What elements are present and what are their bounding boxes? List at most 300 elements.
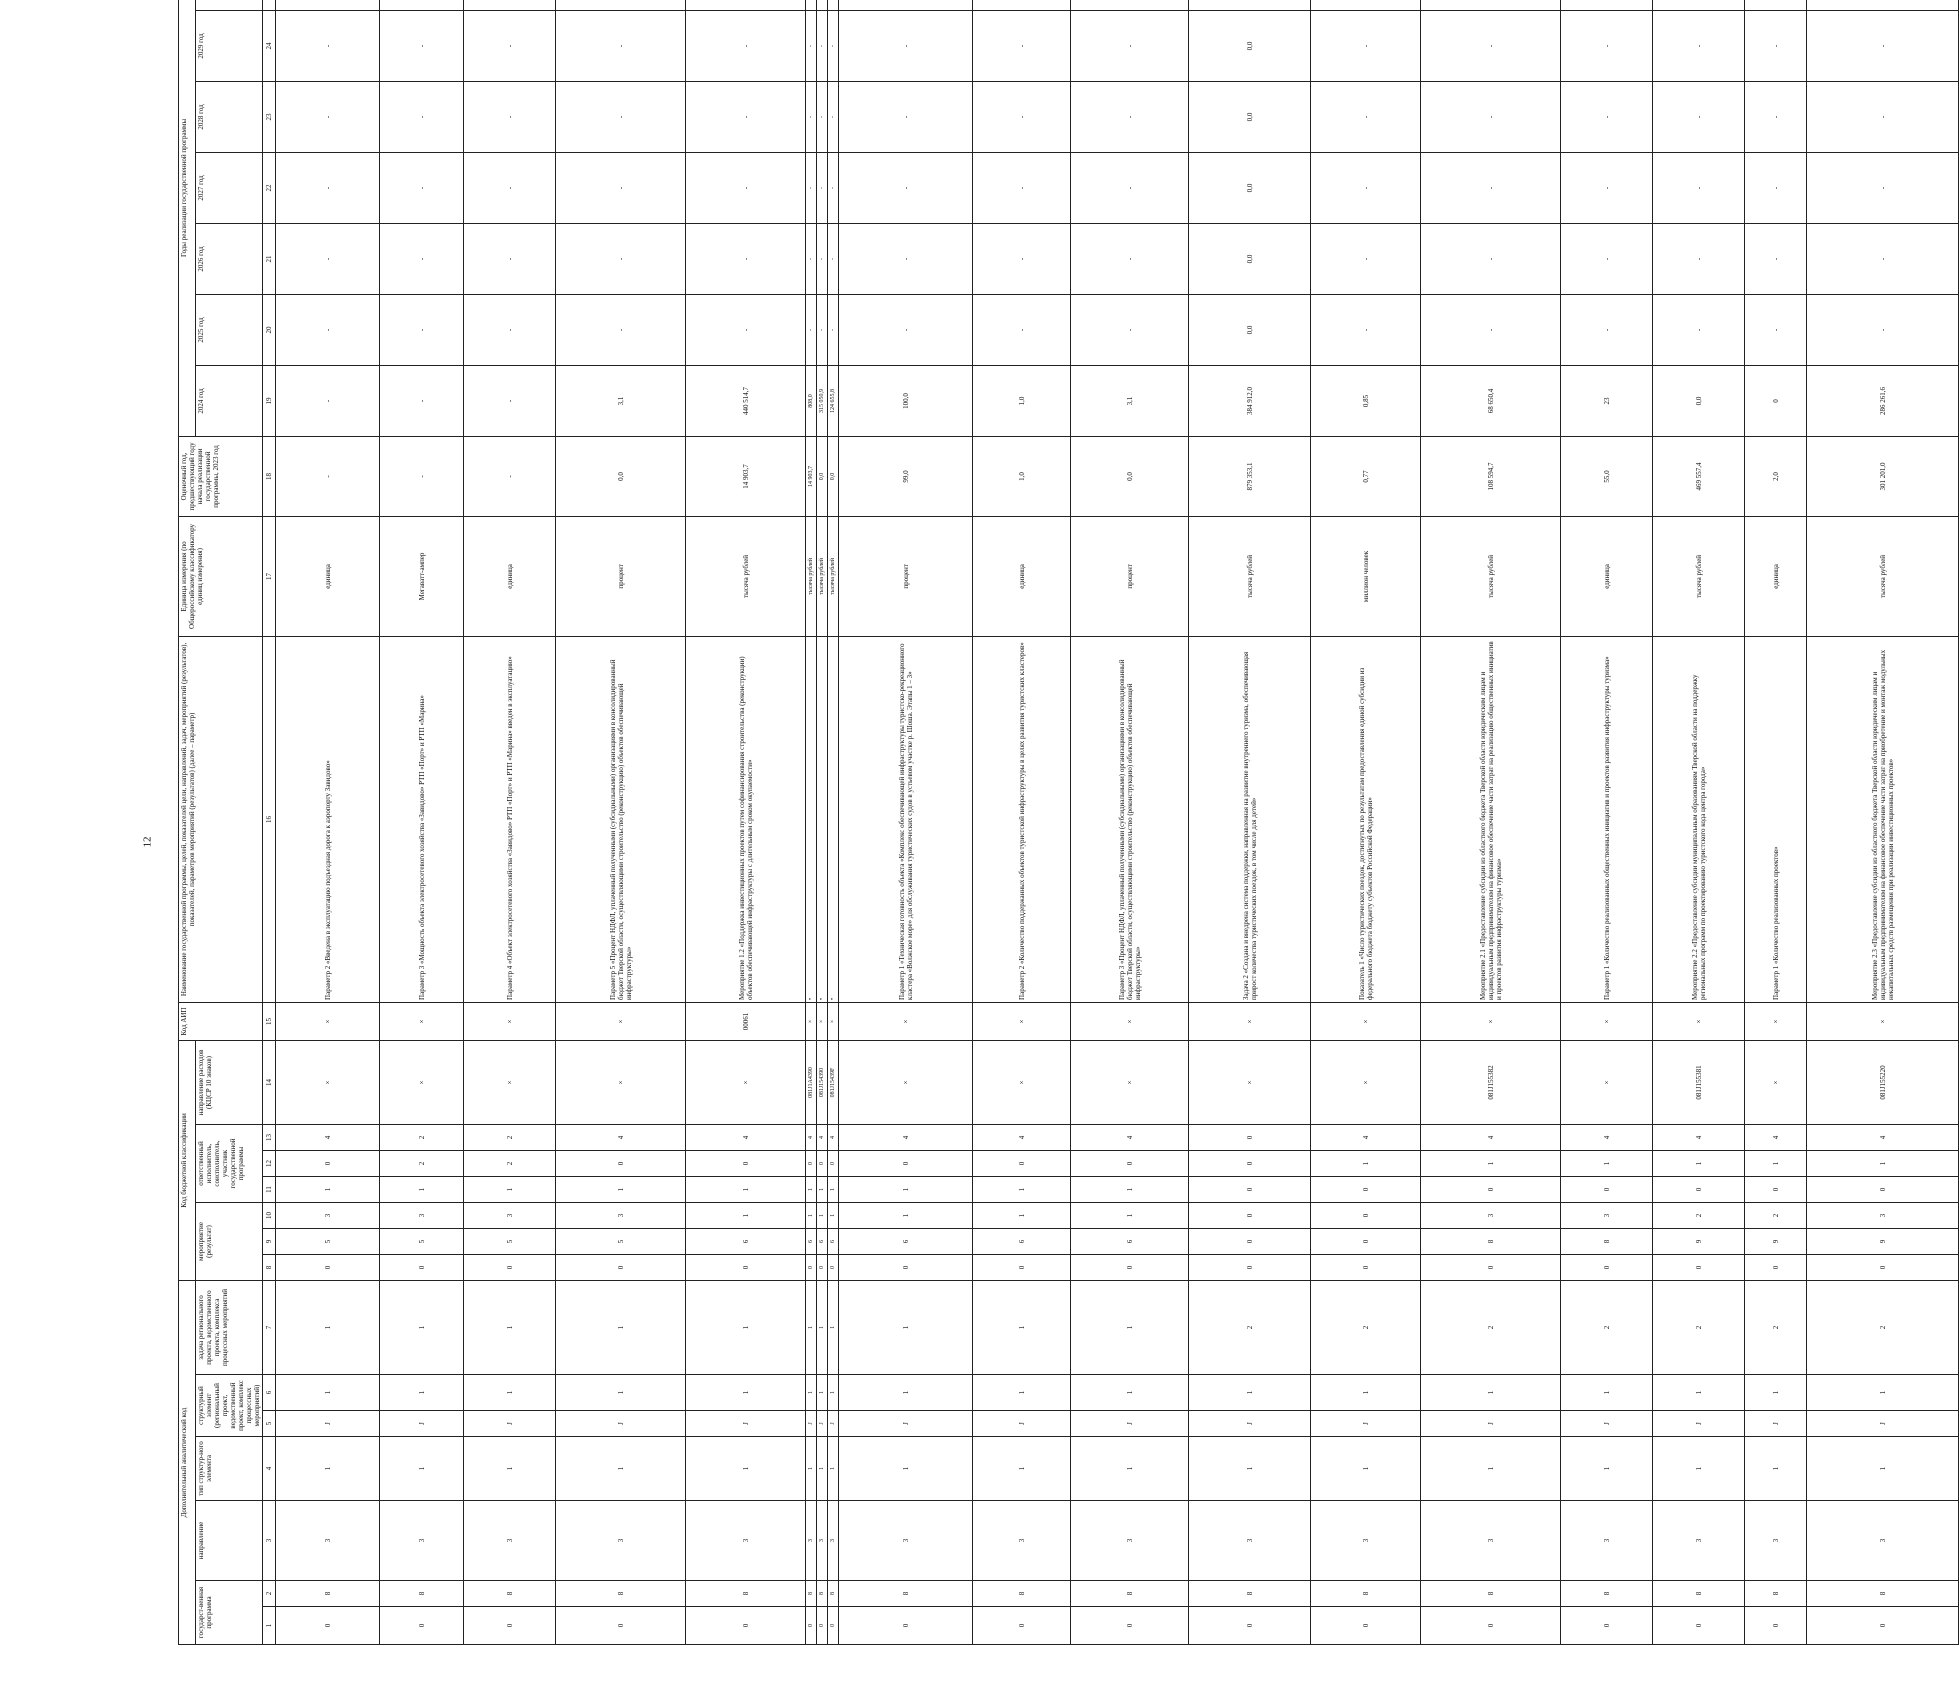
aip-cell: × <box>828 1002 839 1040</box>
unit-cell: тысяча рублей <box>1421 516 1561 636</box>
kcsr-cell: 081J155382 <box>1421 1040 1561 1124</box>
year-value-cell: - <box>973 81 1071 152</box>
col-num: 10 <box>263 1203 276 1229</box>
name-cell: Параметр 1 «Количество реализованных общественных инициатив и проектов развития инфраструктуры туризма» <box>1561 636 1653 1002</box>
col-num: 23 <box>263 81 276 152</box>
name-cell: Параметр 2 «Введена в эксплуатацию подъездная дорога к аэропорту Завидово» <box>276 636 380 1002</box>
code-cell: 1 <box>1071 1437 1189 1501</box>
table-row <box>1421 0 1561 1645</box>
col-num: 17 <box>263 516 276 636</box>
name-cell: Параметр 4 «Объект электросетевого хозяйства «Завидово» РТП «Порт» и РТП «Марина» введен в эксплуатацию» <box>464 636 556 1002</box>
name-cell: Параметр 3 «Мощность объекта электросетевого хозяйства «Завидово» РТП «Порт» и РТП «Марина» <box>380 636 464 1002</box>
year-value-cell: - <box>464 294 556 365</box>
year-value-cell: 384 912,0 <box>1189 365 1311 436</box>
code-cell: 8 <box>1561 1229 1653 1255</box>
code-cell: 1 <box>1745 1437 1807 1501</box>
year-value-cell: - <box>1561 294 1653 365</box>
kcsr-cell: × <box>839 1040 973 1124</box>
col-num: 3 <box>263 1501 276 1581</box>
code-cell: 1 <box>806 1203 817 1229</box>
code-cell: 1 <box>806 1281 817 1375</box>
code-cell: 4 <box>839 1125 973 1151</box>
code-cell: J <box>1311 1411 1421 1437</box>
code-cell: 0 <box>1745 1255 1807 1281</box>
code-cell: 3 <box>1421 1501 1561 1581</box>
year-value-cell: - <box>380 152 464 223</box>
code-cell: 1 <box>973 1437 1071 1501</box>
header-year-2024: 2024 год <box>196 365 263 436</box>
year-value-cell: - <box>806 81 817 152</box>
table-row <box>686 0 806 1645</box>
name-cell: Параметр 1 «Техническая готовность объекта «Комплекс обеспечивающей инфраструктуры туристско-рекреационного кластера «Волжское море» для обслуживания туристических судов в устьевом участке р. Шоша. Этапы 1 – 3» <box>839 636 973 1002</box>
unit-cell: тысяча рублей <box>686 516 806 636</box>
code-cell: 1 <box>686 1203 806 1229</box>
code-cell: 1 <box>828 1203 839 1229</box>
year-value-cell: - <box>1071 294 1189 365</box>
code-cell: 1 <box>817 1177 828 1203</box>
code-cell: 0 <box>1311 1607 1421 1645</box>
table-row <box>1807 0 1959 1645</box>
kcsr-cell: × <box>380 1040 464 1124</box>
code-cell: 0 <box>1189 1125 1311 1151</box>
code-cell: 0 <box>1311 1229 1421 1255</box>
table-row <box>276 0 380 1645</box>
code-cell: 1 <box>380 1281 464 1375</box>
year-value-cell: 124 655,8 <box>828 365 839 436</box>
code-cell: 8 <box>1189 1581 1311 1607</box>
code-cell: 0 <box>380 1255 464 1281</box>
value-2023-cell: 14 903,7 <box>806 436 817 516</box>
year-value-cell: - <box>817 10 828 81</box>
name-cell: Мероприятие 1.2 «Поддержка инвестиционных проектов путем софинансирования строительства (реконструкции) объектов обеспечивающей инфраструктуры с длительным сроком окупаемости» <box>686 636 806 1002</box>
name-cell: Мероприятие 2.3 «Предоставление субсидии из областного бюджета Тверской области юридическим лицам и индивидуальным предпринимателям на финансовое обеспечение части затрат на приобретение и монтаж модульных некапитальных средств размещения при реализации инвестиционных проектов» <box>1807 636 1959 1002</box>
year-value-cell: - <box>686 81 806 152</box>
code-cell: 0 <box>686 1255 806 1281</box>
year-value-cell: - <box>828 10 839 81</box>
code-cell: 1 <box>828 1437 839 1501</box>
code-cell: 1 <box>973 1177 1071 1203</box>
code-cell: 0 <box>1807 1255 1959 1281</box>
code-cell: 0 <box>973 1607 1071 1645</box>
year-value-cell: - <box>1653 294 1745 365</box>
code-cell: 0 <box>276 1607 380 1645</box>
header-executor: ответственный исполнитель, соисполнитель, участник государственной программы <box>196 1125 263 1203</box>
code-cell: 0 <box>828 1607 839 1645</box>
year-value-cell: 1,0 <box>973 365 1071 436</box>
code-cell: 3 <box>276 1203 380 1229</box>
value-2023-cell: 0,0 <box>828 436 839 516</box>
kcsr-cell: × <box>276 1040 380 1124</box>
kcsr-cell: × <box>973 1040 1071 1124</box>
header-gp: государст-венная программа <box>196 1581 263 1645</box>
aip-cell: × <box>839 1002 973 1040</box>
code-cell: 1 <box>1653 1375 1745 1411</box>
code-cell: 5 <box>276 1229 380 1255</box>
year-value-cell: - <box>276 10 380 81</box>
code-cell: 2 <box>1807 1281 1959 1375</box>
code-cell: 0 <box>828 1151 839 1177</box>
year-value-cell: - <box>1807 10 1959 81</box>
year-value-cell: 100,0 <box>839 365 973 436</box>
code-cell: 5 <box>464 1229 556 1255</box>
code-cell: J <box>1071 1411 1189 1437</box>
code-cell: 0 <box>1807 1607 1959 1645</box>
year-value-cell: - <box>817 81 828 152</box>
code-cell: 4 <box>817 1125 828 1151</box>
year-value-cell: - <box>1561 223 1653 294</box>
year-value-cell: - <box>464 152 556 223</box>
code-cell: J <box>1653 1411 1745 1437</box>
value-2023-cell: 0,77 <box>1311 436 1421 516</box>
code-cell: 1 <box>1653 1437 1745 1501</box>
code-cell: 3 <box>973 1501 1071 1581</box>
unit-cell: тысяча рублей <box>1653 516 1745 636</box>
code-cell: 0 <box>276 1255 380 1281</box>
kcsr-cell: × <box>1561 1040 1653 1124</box>
year-value-cell: - <box>817 152 828 223</box>
code-cell: 0 <box>1653 1255 1745 1281</box>
code-cell: 1 <box>556 1177 686 1203</box>
code-cell: 5 <box>556 1229 686 1255</box>
code-cell: 0 <box>276 1151 380 1177</box>
code-cell: 8 <box>1421 1229 1561 1255</box>
code-cell: 0 <box>686 1607 806 1645</box>
code-cell: 1 <box>1189 1437 1311 1501</box>
code-cell: 1 <box>806 1177 817 1203</box>
code-cell: 1 <box>973 1281 1071 1375</box>
code-cell: 8 <box>686 1581 806 1607</box>
unit-cell: единица <box>973 516 1071 636</box>
header-year-2029: 2029 год <box>196 10 263 81</box>
code-cell: 0 <box>1311 1255 1421 1281</box>
table-row <box>1653 0 1745 1645</box>
code-cell: 8 <box>464 1581 556 1607</box>
code-cell: 4 <box>973 1125 1071 1151</box>
code-cell: 0 <box>817 1151 828 1177</box>
year-value-cell: - <box>839 152 973 223</box>
code-cell: 8 <box>276 1581 380 1607</box>
code-cell: 3 <box>1311 1501 1421 1581</box>
name-cell: • <box>828 636 839 1002</box>
year-value-cell: - <box>828 81 839 152</box>
year-value-cell: - <box>1421 223 1561 294</box>
col-num: 15 <box>263 1002 276 1040</box>
year-value-cell <box>1745 0 1807 10</box>
header-estimated-year: Оценочный год, предшествующий году начала реализации государственной программы, 2023 год <box>179 436 263 516</box>
year-value-cell: - <box>1561 152 1653 223</box>
year-value-cell: 0 <box>1745 365 1807 436</box>
year-value-cell: 0,0 <box>1189 223 1311 294</box>
kcsr-cell: × <box>556 1040 686 1124</box>
code-cell: 1 <box>839 1437 973 1501</box>
year-value-cell: 23 <box>1561 365 1653 436</box>
rotated-table-container <box>178 33 1895 1645</box>
year-value-cell: - <box>806 10 817 81</box>
col-num: 14 <box>263 1040 276 1124</box>
year-value-cell <box>464 0 556 10</box>
year-value-cell: - <box>1745 152 1807 223</box>
header-kbk: Код бюджетной классификации <box>179 1040 196 1280</box>
code-cell: 0 <box>1311 1203 1421 1229</box>
code-cell: 3 <box>1421 1203 1561 1229</box>
year-value-cell <box>806 0 817 10</box>
year-value-cell <box>380 0 464 10</box>
code-cell: 3 <box>464 1501 556 1581</box>
code-cell: 2 <box>1653 1203 1745 1229</box>
header-dop-code: Дополнительный аналитический код <box>179 1281 196 1645</box>
code-cell: 3 <box>556 1203 686 1229</box>
unit-cell: тысяча рублей <box>1807 516 1959 636</box>
col-num: 6 <box>263 1375 276 1411</box>
year-value-cell: - <box>839 294 973 365</box>
code-cell: 1 <box>1807 1437 1959 1501</box>
name-cell: Показатель 1 «Число туристических поездок, достигнутых по результатам предоставления единой субсидии из федерального бюджета бюджету субъектов Российской Федерации» <box>1311 636 1421 1002</box>
code-cell: 1 <box>1807 1375 1959 1411</box>
header-name: Наименование государственной программы, целей, показателей цели, направлений, задач, мероприятий (результатов), показателей, параметров мероприятий (результатов) (далее – параметр) <box>179 636 263 1002</box>
code-cell: J <box>686 1411 806 1437</box>
code-cell: 3 <box>1807 1501 1959 1581</box>
code-cell: 1 <box>686 1375 806 1411</box>
code-cell: 0 <box>1653 1177 1745 1203</box>
code-cell: J <box>1189 1411 1311 1437</box>
year-value-cell: - <box>380 365 464 436</box>
year-value-cell <box>1561 0 1653 10</box>
code-cell: 0 <box>1421 1255 1561 1281</box>
code-cell: 1 <box>1561 1437 1653 1501</box>
code-cell: 2 <box>464 1125 556 1151</box>
year-value-cell: - <box>1311 223 1421 294</box>
aip-cell: × <box>1561 1002 1653 1040</box>
code-cell: J <box>464 1411 556 1437</box>
unit-cell: Мегаватт-ампер <box>380 516 464 636</box>
year-value-cell <box>276 0 380 10</box>
year-value-cell <box>1189 0 1311 10</box>
code-cell: 1 <box>1071 1375 1189 1411</box>
year-value-cell: - <box>276 294 380 365</box>
year-value-cell: 315 050,9 <box>817 365 828 436</box>
value-2023-cell: - <box>464 436 556 516</box>
year-value-cell: - <box>806 294 817 365</box>
code-cell: J <box>973 1411 1071 1437</box>
code-cell: 1 <box>806 1375 817 1411</box>
code-cell: 4 <box>1421 1125 1561 1151</box>
kcsr-cell: × <box>1745 1040 1807 1124</box>
code-cell: 0 <box>1189 1607 1311 1645</box>
code-cell: 0 <box>817 1255 828 1281</box>
code-cell: J <box>380 1411 464 1437</box>
year-value-cell: 808,0 <box>806 365 817 436</box>
unit-cell: единица <box>1561 516 1653 636</box>
code-cell: 4 <box>276 1125 380 1151</box>
code-cell: 0 <box>1071 1255 1189 1281</box>
code-cell: 1 <box>839 1281 973 1375</box>
code-cell: J <box>1421 1411 1561 1437</box>
col-num: 4 <box>263 1437 276 1501</box>
code-cell: 4 <box>1561 1125 1653 1151</box>
aip-cell: × <box>973 1002 1071 1040</box>
unit-cell: тысяча рублей <box>817 516 828 636</box>
name-cell: Мероприятие 2.1 «Предоставление субсидии из областного бюджета Тверской области юридическим лицам и индивидуальным предпринимателям на финансовое обеспечение части затрат на реализацию общественных инициатив и проектов развития инфраструктуры туризма» <box>1421 636 1561 1002</box>
year-value-cell: - <box>1745 81 1807 152</box>
aip-cell: × <box>1071 1002 1189 1040</box>
year-value-cell: - <box>1745 294 1807 365</box>
col-num: 21 <box>263 223 276 294</box>
code-cell: 0 <box>1189 1177 1311 1203</box>
code-cell: 0 <box>806 1607 817 1645</box>
code-cell: 3 <box>1561 1203 1653 1229</box>
year-value-cell: - <box>1653 81 1745 152</box>
unit-cell: единица <box>1745 516 1807 636</box>
kcsr-cell: 081J154390 <box>817 1040 828 1124</box>
year-value-cell: - <box>973 10 1071 81</box>
unit-cell: тысяча рублей <box>828 516 839 636</box>
col-num: 2 <box>263 1581 276 1607</box>
code-cell: 8 <box>556 1581 686 1607</box>
code-cell: 0 <box>1561 1177 1653 1203</box>
year-value-cell: - <box>556 294 686 365</box>
code-cell: 0 <box>1189 1255 1311 1281</box>
code-cell: 3 <box>686 1501 806 1581</box>
code-cell: 0 <box>1421 1607 1561 1645</box>
header-year-2025: 2025 год <box>196 294 263 365</box>
code-cell: 1 <box>1189 1375 1311 1411</box>
unit-cell: единица <box>464 516 556 636</box>
header-year-2026: 2026 год <box>196 223 263 294</box>
code-cell: 4 <box>1807 1125 1959 1151</box>
code-cell: 1 <box>1311 1151 1421 1177</box>
kcsr-cell: × <box>686 1040 806 1124</box>
table-row <box>1189 0 1311 1645</box>
name-cell: Задача 2 «Создана и внедрена система поддержки, направленная на развитие внутреннего туризма, обеспечивающая прирост количества туристических поездок, в том числе для детей» <box>1189 636 1311 1002</box>
value-2023-cell: 55,0 <box>1561 436 1653 516</box>
value-2023-cell: 14 903,7 <box>686 436 806 516</box>
code-cell: 8 <box>1311 1581 1421 1607</box>
table-row <box>464 0 556 1645</box>
name-cell: Мероприятие 2.2 «Предоставление субсидии муниципальным образованиям Тверской области на поддержку региональных программ по проектированию туристского кода центра города» <box>1653 636 1745 1002</box>
value-2023-cell: 2,0 <box>1745 436 1807 516</box>
table-row <box>1311 0 1421 1645</box>
unit-cell: тысяча рублей <box>1189 516 1311 636</box>
code-cell: 0 <box>1745 1177 1807 1203</box>
year-value-cell <box>828 0 839 10</box>
value-2023-cell: 469 557,4 <box>1653 436 1745 516</box>
code-cell: 1 <box>828 1281 839 1375</box>
kcsr-cell: × <box>1189 1040 1311 1124</box>
code-cell: 0 <box>464 1255 556 1281</box>
code-cell: 0 <box>973 1255 1071 1281</box>
year-value-cell: - <box>1421 81 1561 152</box>
year-value-cell: - <box>380 81 464 152</box>
code-cell: 8 <box>1421 1581 1561 1607</box>
code-cell: 1 <box>828 1177 839 1203</box>
col-num <box>263 0 276 10</box>
year-value-cell <box>1311 0 1421 10</box>
code-cell: 3 <box>1807 1203 1959 1229</box>
year-value-cell: 68 650,4 <box>1421 365 1561 436</box>
code-cell: 3 <box>1071 1501 1189 1581</box>
value-2023-cell: 1,0 <box>973 436 1071 516</box>
code-cell: 1 <box>817 1203 828 1229</box>
code-cell: 1 <box>556 1437 686 1501</box>
year-value-cell: - <box>276 152 380 223</box>
value-2023-cell: 0,0 <box>817 436 828 516</box>
aip-cell: × <box>464 1002 556 1040</box>
code-cell: 0 <box>839 1607 973 1645</box>
header-element-type: тип структур-ного элемента <box>196 1437 263 1501</box>
unit-cell: миллион человек <box>1311 516 1421 636</box>
code-cell: 1 <box>380 1375 464 1411</box>
year-value-cell: 0,0 <box>1189 81 1311 152</box>
code-cell: 0 <box>556 1255 686 1281</box>
code-cell: 1 <box>380 1177 464 1203</box>
code-cell: J <box>1807 1411 1959 1437</box>
code-cell: 0 <box>1189 1151 1311 1177</box>
year-value-cell: - <box>828 294 839 365</box>
col-num: 8 <box>263 1255 276 1281</box>
year-value-cell: - <box>973 294 1071 365</box>
value-2023-cell: - <box>276 436 380 516</box>
aip-cell: × <box>1807 1002 1959 1040</box>
year-value-cell: 440 514,7 <box>686 365 806 436</box>
code-cell: 0 <box>1807 1177 1959 1203</box>
year-value-cell: - <box>556 81 686 152</box>
value-2023-cell: 0,0 <box>1071 436 1189 516</box>
year-value-cell <box>556 0 686 10</box>
code-cell: 0 <box>1071 1607 1189 1645</box>
code-cell: 9 <box>1653 1229 1745 1255</box>
code-cell: 3 <box>1561 1501 1653 1581</box>
code-cell: 1 <box>973 1203 1071 1229</box>
unit-cell: процент <box>556 516 686 636</box>
header-task: задача регионального проекта, ведомственного проекта, комплекса процессных мероприятий <box>196 1281 263 1375</box>
code-cell: 2 <box>1745 1203 1807 1229</box>
code-cell: 1 <box>1071 1177 1189 1203</box>
year-value-cell: - <box>1311 81 1421 152</box>
code-cell: 1 <box>1561 1151 1653 1177</box>
code-cell: J <box>828 1411 839 1437</box>
table-row <box>828 0 839 1645</box>
code-cell: 1 <box>839 1203 973 1229</box>
year-value-cell: - <box>806 152 817 223</box>
year-value-cell: - <box>1653 223 1745 294</box>
code-cell: 1 <box>464 1375 556 1411</box>
code-cell: 3 <box>839 1501 973 1581</box>
year-value-cell: 286 261,6 <box>1807 365 1959 436</box>
name-cell: • <box>817 636 828 1002</box>
table-row <box>1071 0 1189 1645</box>
code-cell: 1 <box>686 1437 806 1501</box>
year-value-cell: - <box>1311 152 1421 223</box>
code-cell: 1 <box>276 1177 380 1203</box>
code-cell: 3 <box>806 1501 817 1581</box>
code-cell: 0 <box>464 1607 556 1645</box>
year-value-cell: - <box>828 223 839 294</box>
unit-cell: тысяча рублей <box>806 516 817 636</box>
code-cell: 1 <box>1311 1375 1421 1411</box>
year-value-cell: - <box>806 223 817 294</box>
code-cell: 1 <box>556 1281 686 1375</box>
code-cell: 1 <box>276 1375 380 1411</box>
year-value-cell: - <box>1653 152 1745 223</box>
year-value-cell <box>1807 0 1959 10</box>
code-cell: 6 <box>806 1229 817 1255</box>
code-cell: 1 <box>1745 1151 1807 1177</box>
code-cell: 1 <box>1653 1151 1745 1177</box>
unit-cell: процент <box>1071 516 1189 636</box>
name-cell: Параметр 5 «Процент НДФЛ, уплаченный полученными (субсидиальными) организациями в консолидированный бюджет Тверской области, осуществляющими строительство (реконструкцию) объектов обеспечивающей инфраструктуры» <box>556 636 686 1002</box>
aip-cell: × <box>1745 1002 1807 1040</box>
code-cell: 0 <box>556 1151 686 1177</box>
